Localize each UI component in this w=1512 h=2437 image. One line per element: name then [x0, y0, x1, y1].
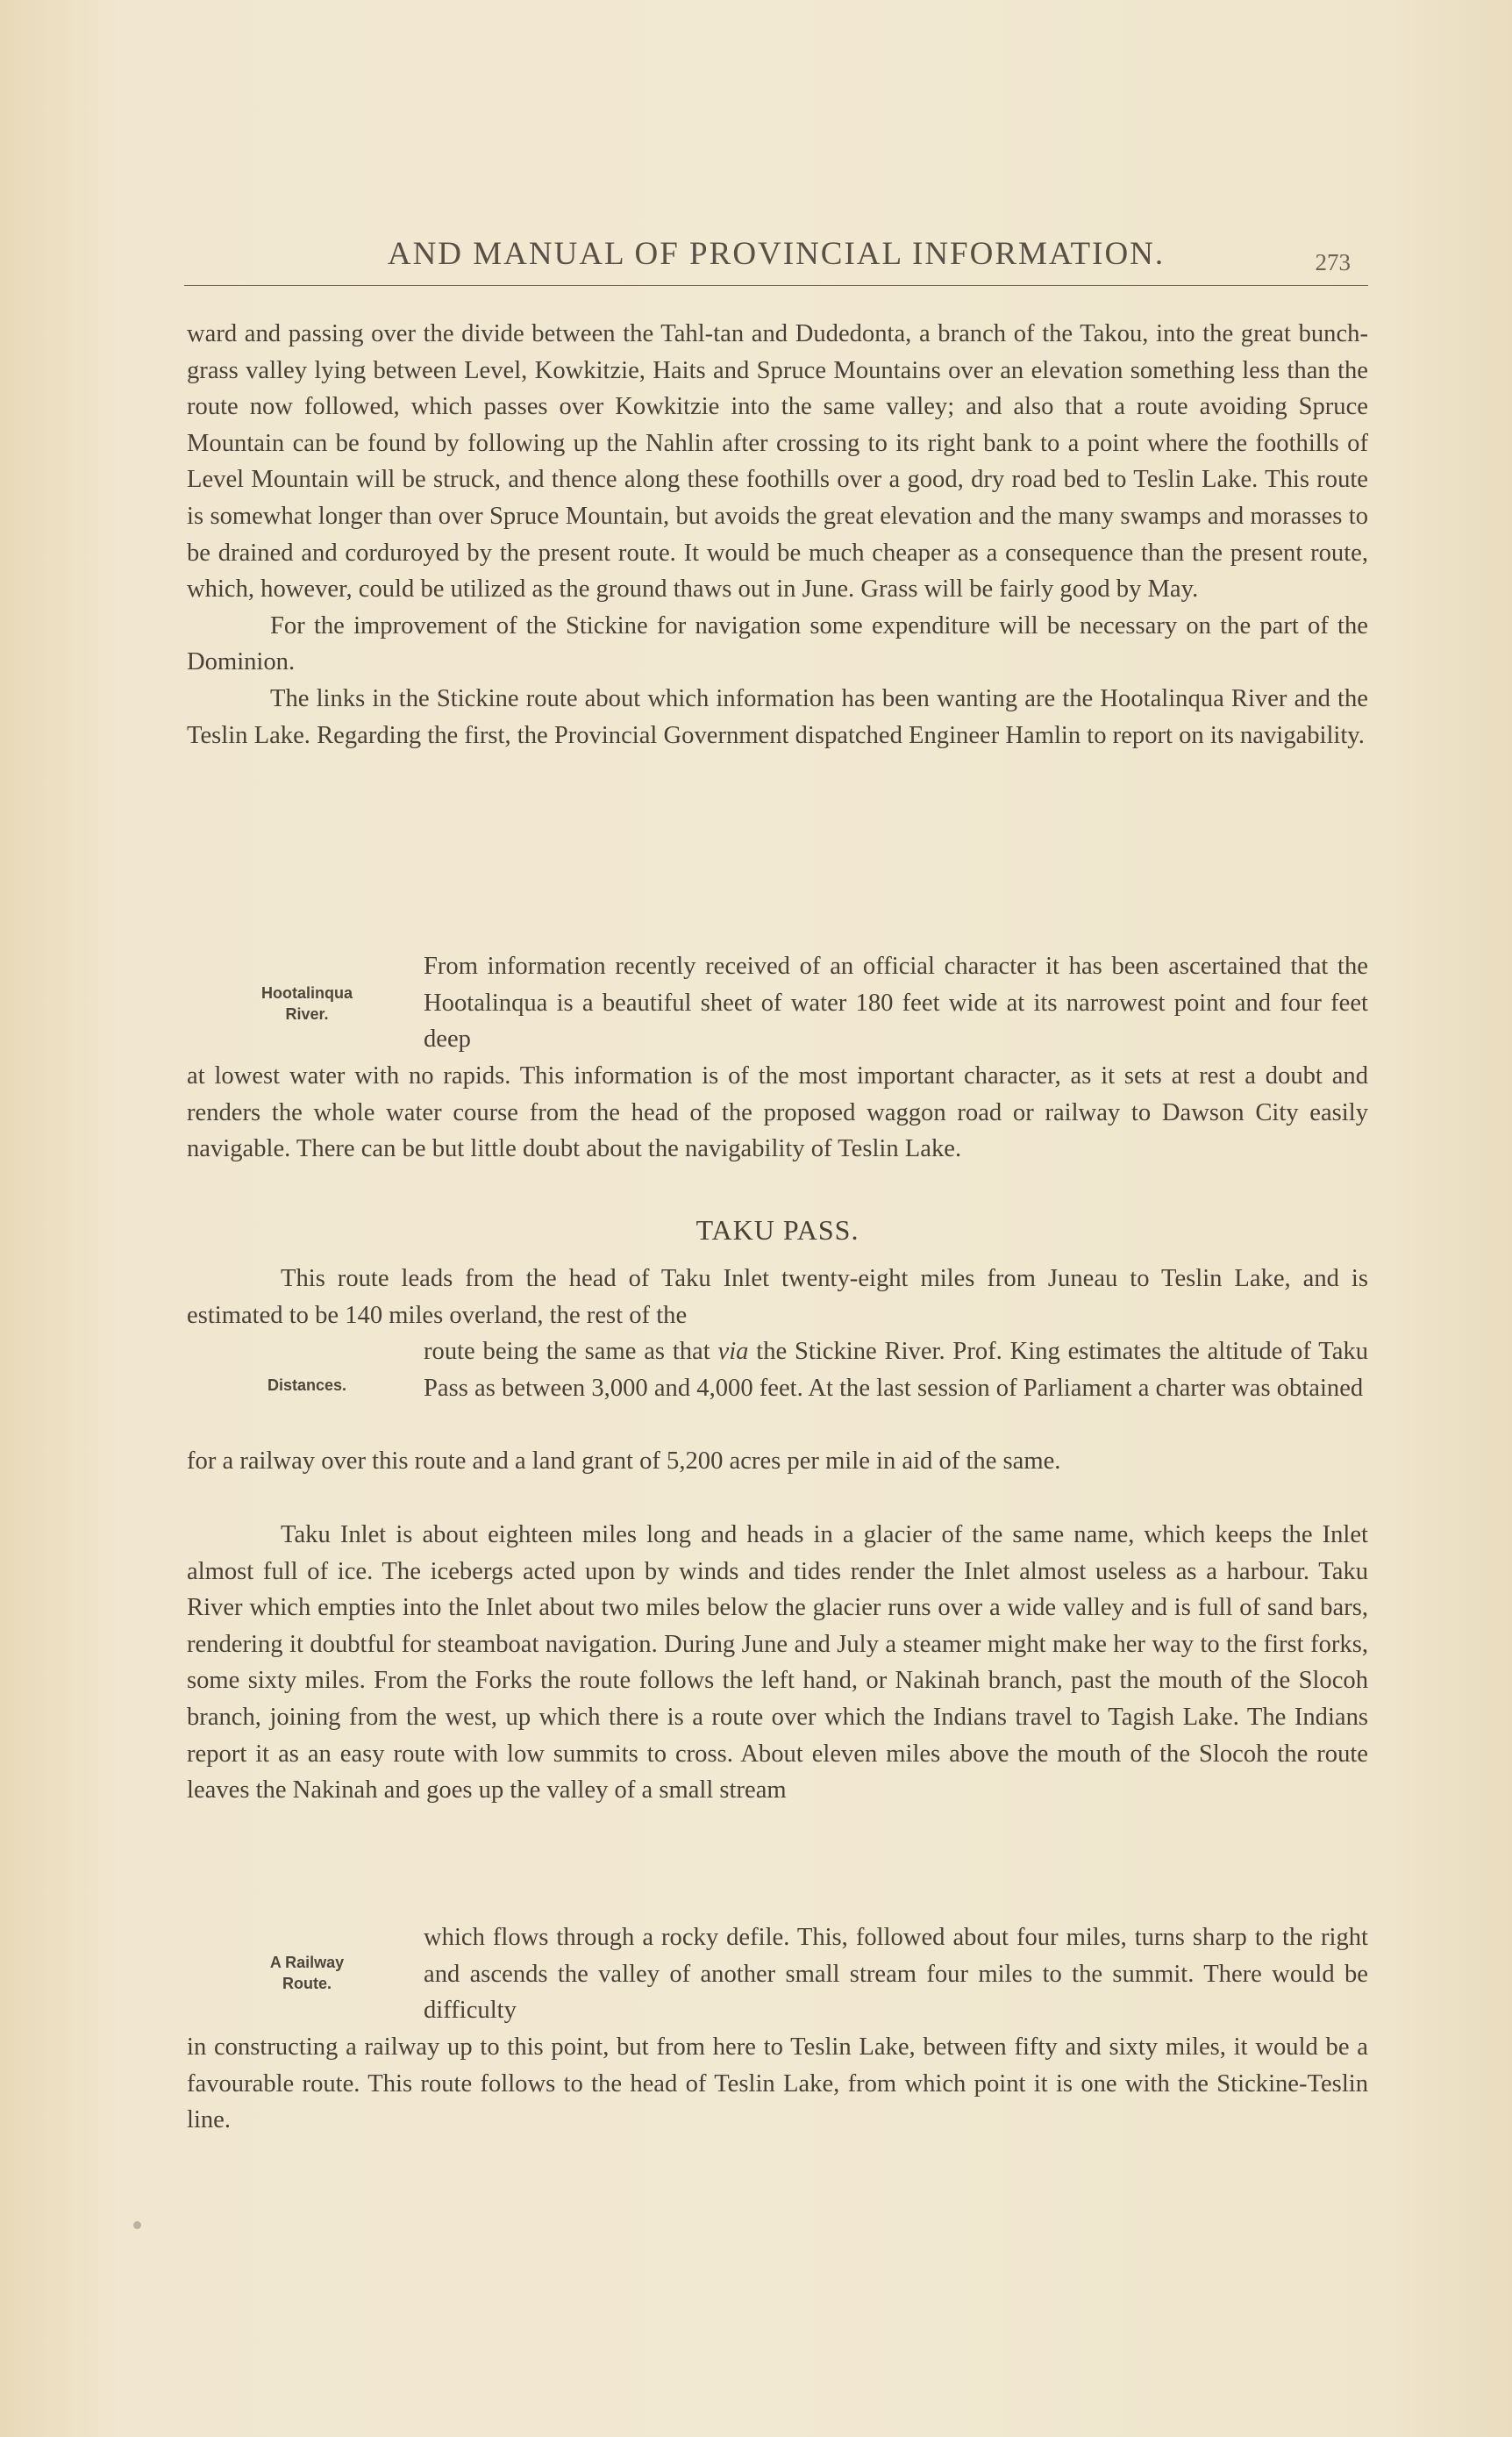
section-heading: TAKU PASS.: [695, 1214, 859, 1246]
margin-note-line: Hootalinqua: [261, 984, 353, 1002]
body-text-top: [187, 316, 1368, 754]
margin-note-line: Route.: [282, 1975, 332, 1992]
paragraph-indented: From information recently received of an official character it has been ascertained that the Hootalinqua is a beautiful sheet of water 180 feet wide at its narrowest point and four feet deep: [424, 953, 1368, 1054]
margin-note-distances: Distances.: [267, 1376, 347, 1394]
paragraph-indented: [424, 1333, 1368, 1406]
paragraph: at lowest water with no rapids. This information is of the most important character, as it sets at rest a doubt and renders the whole water course from the head of the proposed waggon road or railway to Dawson City easily navigable. There can be but little doubt about the navigability of Teslin Lake.: [187, 1062, 1368, 1163]
paragraph: This route leads from the head of Taku Inlet twenty-eight miles from Juneau to Teslin Lake, and is estimated to be 140 miles overland, the rest of the: [187, 1265, 1368, 1329]
running-header: [184, 235, 1368, 286]
paragraph: in constructing a railway up to this point, but from here to Teslin Lake, between fifty and sixty miles, it would be a favourable route. This route follows to the head of Teslin Lake, from which point it is one with the Stickine-Teslin line.: [187, 2033, 1368, 2134]
paragraph: Taku Inlet is about eighteen miles long and heads in a glacier of the same name, which keeps the Inlet almost full of ice. The icebergs acted upon by winds and tides render the Inlet almost useless as a harbour. Taku River which empties into the Inlet about two miles below the glacier runs over a wide valley and is full of sand bars, rendering it doubtful for steamboat navigation. During June and July a steamer might make her way to the first forks, some sixty miles. From the Forks the route follows the left hand, or Nakinah branch, past the mouth of the Slocoh branch, joining from the west, up which there is a route over which the Indians travel to Tagish Lake. The Indians report it as an easy route with low summits to cross. About eleven miles above the mouth of the Slocoh the route leaves the Nakinah and goes up the valley of a small stream: [187, 1521, 1368, 1805]
margin-note-hootalinqua: [237, 983, 377, 1025]
margin-note-line: River.: [285, 1005, 329, 1023]
paragraph: The links in the Stickine route about which information has been wanting are the Hootalinqua River and the Teslin Lake. Regarding the first, the Provincial Government dispatched Engineer Hamlin to report on its navigability.: [187, 684, 1368, 749]
paragraph: for a railway over this route and a land grant of 5,200 acres per mile in aid of the same.: [187, 1447, 1061, 1475]
paragraph: ward and passing over the divide between the Tahl-tan and Dudedonta, a branch of the Takou, into the great bunch-grass valley lying between Level, Kowkitzie, Haits and Spruce Mountains over an elevation something less than the route now followed, which passes over Kowkitzie into the same valley; and also that a route avoiding Spruce Mountain can be found by following up the Nahlin after crossing to its right bank to a point where the foothills of Level Mountain will be struck, and thence along these foothills over a good, dry road bed to Teslin Lake. This route is somewhat longer than over Spruce Mountain, but avoids the great elevation and the many swamps and morasses to be drained and corduroyed by the present route. It would be much cheaper as a consequence than the present route, which, however, could be utilized as the ground thaws out in June. Grass will be fairly good by May.: [187, 320, 1368, 604]
text-run: route being the same as that: [424, 1338, 718, 1365]
paper-speck: [133, 2221, 141, 2229]
paragraph: For the improvement of the Stickine for navigation some expenditure will be necessary on the part of the Dominion.: [187, 611, 1368, 676]
italic-text: via: [717, 1338, 749, 1365]
page-number: 273: [1315, 249, 1351, 275]
margin-note-railway: [237, 1952, 377, 1994]
header-title: AND MANUAL OF PROVINCIAL INFORMATION.: [387, 236, 1166, 272]
paragraph-indented: which flows through a rocky defile. This, followed about four miles, turns sharp to the right and ascends the valley of another small stream four miles to the summit. There would be difficulty: [424, 1924, 1368, 2025]
text-run: the Stickine River. Prof. King estimates the altitude of Taku Pass as between 3,000 and 4,000 feet. At the last session of Parliament a charter was obtained: [424, 1338, 1368, 1402]
margin-note-line: A Railway: [269, 1954, 345, 1971]
